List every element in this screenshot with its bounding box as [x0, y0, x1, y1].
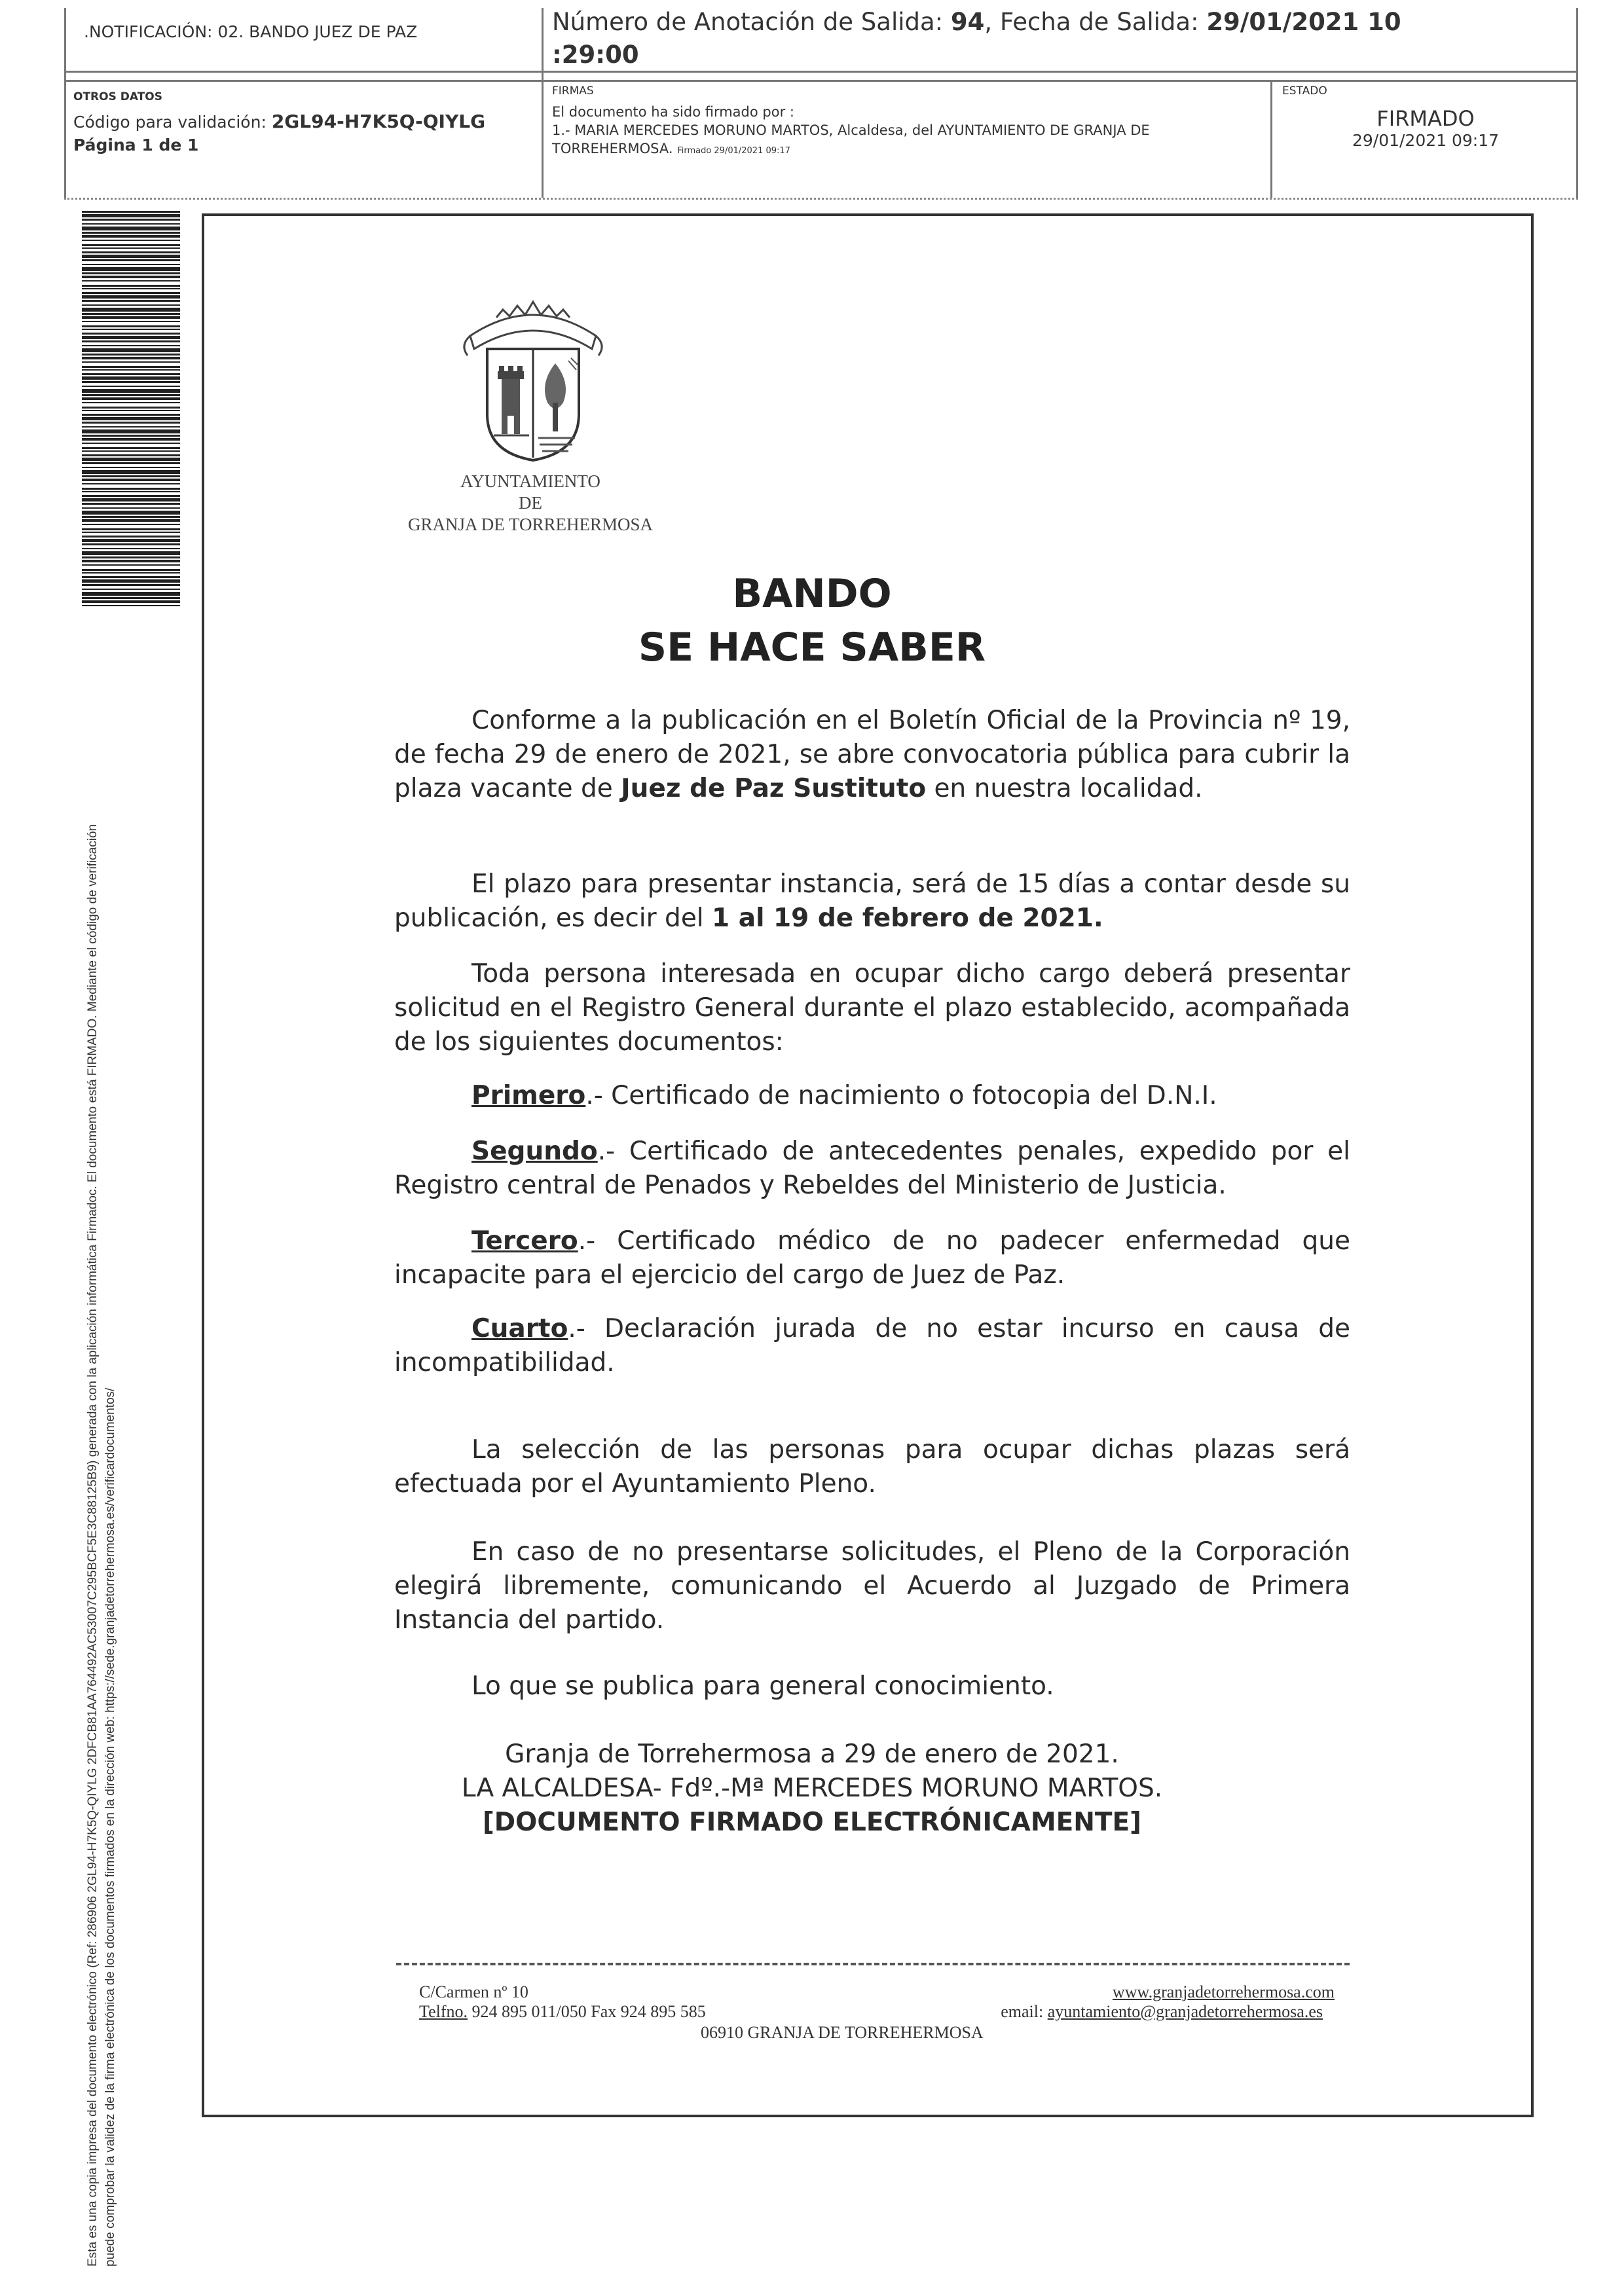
footer-phone: Telfno. 924 895 011/050 Fax 924 895 585: [419, 2002, 706, 2021]
status-date: 29/01/2021 09:17: [1352, 131, 1500, 150]
coat-of-arms-icon: [457, 298, 609, 463]
document-subtitle: SE HACE SABER: [638, 625, 986, 670]
document-title: BANDO: [732, 571, 892, 617]
signer-line-1: 1.- MARIA MERCEDES MORUNO MARTOS, Alcaldesa, del AYUNTAMIENTO DE GRANJA DE: [552, 122, 1150, 138]
footer-website-link[interactable]: www.granjadetorrehermosa.com: [1112, 1982, 1335, 2001]
document-item-4: Cuarto.- Declaración jurada de no estar incurso en causa de incompatibilidad.: [394, 1314, 1350, 1377]
other-data-label: OTROS DATOS: [73, 90, 162, 103]
footer-postal-address: 06910 GRANJA DE TORREHERMOSA: [701, 2023, 984, 2042]
verification-line-2: puede comprobar la validez de la firma electrónica de los documentos firmados en la dirección web: https://sede.granjadetorrehermosa.es/verificardocumentos/: [103, 1387, 117, 2267]
registry-entry-time: :29:00: [552, 41, 639, 69]
paragraph-announcement: Conforme a la publicación en el Boletín Oficial de la Provincia nº 19, de fecha 29 de enero de 2021, se abre convocatoria pública para cubrir la plaza vacante de Juez de Paz Sustituto en nuestra localidad.: [394, 706, 1350, 803]
letterhead-line-2: DE: [519, 493, 542, 513]
signer-line-2: TORREHERMOSA. Firmado 29/01/2021 09:17: [552, 141, 790, 156]
notification-label: .NOTIFICACIÓN: 02. BANDO JUEZ DE PAZ: [84, 22, 418, 41]
paragraph-deadline: El plazo para presentar instancia, será de 15 días a contar desde su publicación, es decir del 1 al 19 de febrero de 2021.: [394, 869, 1350, 933]
document-item-1: Primero.- Certificado de nacimiento o fotocopia del D.N.I.: [471, 1081, 1217, 1110]
document-item-3: Tercero.- Certificado médico de no padecer enfermedad que incapacite para el ejercicio del cargo de Juez de Paz.: [394, 1226, 1350, 1290]
page-count: Página 1 de 1: [73, 136, 199, 155]
signed-by-label: El documento ha sido firmado por :: [552, 104, 794, 120]
signature-place-date: Granja de Torrehermosa a 29 de enero de 2021.: [505, 1740, 1119, 1769]
validation-code: Código para validación: 2GL94-H7K5Q-QIYLG: [73, 111, 486, 132]
document-item-2: Segundo.- Certificado de antecedentes penales, expedido por el Registro central de Penados y Rebeldes del Ministerio de Justicia.: [394, 1137, 1350, 1200]
letterhead-line-3: GRANJA DE TORREHERMOSA: [407, 515, 654, 534]
status-label: ESTADO: [1282, 84, 1327, 98]
signature-signer: LA ALCALDESA- Fdº.-Mª MERCEDES MORUNO MARTOS.: [461, 1774, 1163, 1803]
signature-electronic-note: [DOCUMENTO FIRMADO ELECTRÓNICAMENTE]: [482, 1808, 1141, 1837]
verification-line-1: Esta es una copia impresa del documento electrónico (Ref: 286906 2GL94-H7K5Q-QIYLG 2DFCB81AA764492AC53007C295BCF5E3C88125B9) generada con la aplicación informática Firmadoc. El documento está FIRMADO. Mediante el código de verificación: [86, 824, 100, 2267]
status-badge: FIRMADO: [1376, 106, 1475, 131]
paragraph-selection: La selección de las personas para ocupar dichas plazas será efectuada por el Ayuntamiento Pleno.: [394, 1435, 1350, 1499]
paragraph-closing: Lo que se publica para general conocimiento.: [471, 1671, 1054, 1701]
signatures-label: FIRMAS: [552, 84, 594, 98]
footer-email-link[interactable]: ayuntamiento@granjadetorrehermosa.es: [1047, 2002, 1323, 2021]
footer-email: email: ayuntamiento@granjadetorrehermosa.es: [1001, 2002, 1323, 2021]
barcode-image: [82, 211, 180, 609]
letterhead-line-1: AYUNTAMIENTO: [460, 471, 600, 491]
registry-entry-line1: Número de Anotación de Salida: 94, Fecha de Salida: 29/01/2021 10: [552, 8, 1401, 36]
paragraph-requirements: Toda persona interesada en ocupar dicho cargo deberá presentar solicitud en el Registro General durante el plazo establecido, acompañada de los siguientes documentos:: [394, 959, 1350, 1057]
document-header: [64, 8, 1578, 198]
paragraph-no-applications: En caso de no presentarse solicitudes, el Pleno de la Corporación elegirá libremente, comunicando el Acuerdo al Juzgado de Primera Instancia del partido.: [394, 1537, 1350, 1635]
verification-side-text: [84, 591, 119, 2267]
footer-address: C/Carmen nº 10: [419, 1982, 528, 2001]
footer-divider: [396, 1963, 1350, 1965]
